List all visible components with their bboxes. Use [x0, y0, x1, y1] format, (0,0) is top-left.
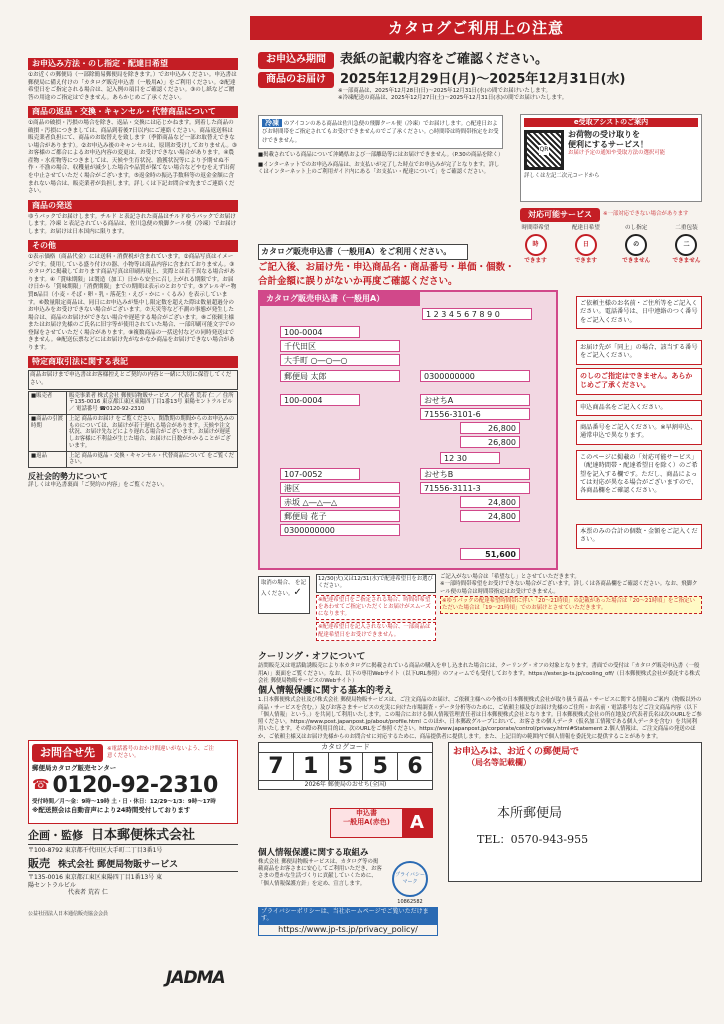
recipient1-date: 12 30: [440, 452, 500, 464]
e-assist-box: [520, 114, 702, 202]
code-digit: 5: [329, 753, 364, 781]
calendar-icon: 日: [575, 234, 597, 256]
section-title-antisocial: 反社会的勢力について: [28, 472, 108, 481]
table-key: ■商品の引渡時期: [29, 414, 67, 451]
privacy-body: 1.日本郵便株式会社及び株式会社 郵便局物販サービスは、ご注文商品のお届け、ご依頼主様への今後の日本郵便株式会社が取り扱う商品・サービスに関する情報のご案内（物販以外の商品・サービスを含む。）及びお客さまサービスの充実に向けた市場調査・データ分析等のために、ご依頼主様及びお届け先様のご住所・お名前・電話番号などご注文商品内容（以下「個人情報」という。）を共同して利用いたします。この場合における個人情報管理責任者は日本郵便株式会社となります。日本郵便株式会社の所在地及び代表者氏名は次のURLをご参照ください。https://www.post.japanpost.jp/about/profile.html このほか、日本郵政グループにおいて、お客さまの個人データ（仮名加工情報である個人データを含む）を共同利用いたします。その際の利用目的は、次のURLをご参照ください。https://www.japanpost.jp/corporate/control/privacy.html#Statement 2.個人情報は、ご注文商品の発送のほか、ご依頼主様又はお届け先様からのお問合せに対応するために、商品提供者に提供します。また、上記目的の範囲内で個人情報を委託先に提供することがあります。: [258, 697, 702, 740]
service-time: 時間帯希望 時 できます: [521, 225, 550, 264]
assist-line-2: 便利にするサービス！: [568, 139, 648, 149]
section-body-returns: ①商品の破損・汚損の場合を除き、返品・交換には応じかねます。到着した商品の破損・汚損につきましては、商品到着後7日以内にご連絡ください。商品返送料は販売業者負担にて、商品のお取替えを致します（季節商品など一部お取替えできない場合があります）。②お申込み後のキャンセルは、原則お受けしておりません。③お客様のご都合によるお申込内容の変更は、お受けできない場合があります。④農産物・水産物等につきましては、天候や生育状況、漁獲状況等により予期せぬ不作・不漁の場合、収穫量が減少した場合や品質が保てない場合などやむをえず出荷を中止させていただく場合がございます。⑤返金時の振込手数料等の返金金額に含まれない場合は、販売業者が負担します。詳しくは下記お問合せ先までご連絡ください。: [28, 120, 237, 195]
representative: 代表者 荒若 仁: [68, 889, 108, 896]
period-label: お申込み期間: [258, 52, 334, 69]
local-stamp-name: 本所郵便局: [497, 806, 563, 822]
note-services: このページに掲載の「対応可能サービス」（配達時間帯・配達希望日を除く）のご希望を記入する欄です。ただし、商品によっては対応が異なる場合がございますので、各商品欄をご確認ください。: [576, 450, 702, 500]
sales-name: 株式会社 郵便局物販サービス: [58, 859, 179, 870]
delivery-note-1: ※一部商品は、2025年12月28日(日)〜2025年12月31日(水)の間でお届けいたします。: [338, 88, 551, 94]
check-icon: ✓: [293, 587, 302, 599]
recipient1-code: 71556-3101-6: [420, 408, 530, 420]
organization-block: [28, 828, 238, 988]
delivery-note-2: ※冷凍配送の商品は、2025年12月27日(土)〜2025年12月31日(水)の間でお届けいたします。: [338, 95, 568, 102]
section-title-returns: 商品の返品・交換・キャンセル・代替商品について: [28, 106, 238, 118]
recipient2-address: 港区: [280, 482, 400, 494]
date-notes: [316, 574, 436, 641]
code-digit: 1: [294, 753, 329, 781]
note-noshi: のしのご指定はできません。あらかじめご了承ください。: [576, 368, 702, 395]
contact-phone[interactable]: 0120-92-2310: [52, 772, 218, 798]
policy-title: 個人情報保護に関する取組み: [258, 848, 369, 858]
cooling-body: 訪問販売又は電話勧誘販売により本カタログに掲載されている商品の購入を申し込まれた場合には、クーリング・オフの対象となります。書面での受付は「カタログ販売申込書（一般用A）」裏面をご覧ください。なお、以下の専用Webサイト（以下URL参照）のフォームでも受付しております。https://ester.jp-ts.jp/cooling_off/（日本郵便株式会社が委託する株式会社 郵便局物販サービスのWebサイト）: [258, 663, 701, 684]
reito-text: のアイコンのある商品は佐川急便の飛脚クール便（冷凍）でお届けします。○配達日およびお時間帯をご指定されてもお受けできませんのでご了承ください。○時間帯は時間帯指定をお受けできません。: [262, 121, 499, 144]
section-title-law: 特定商取引法に関する表記: [28, 356, 238, 368]
qr-code-icon[interactable]: QR: [524, 130, 564, 170]
sender-name: 郵便局 太郎: [280, 370, 400, 382]
service-noshi: のし指定 の できません: [622, 225, 651, 264]
service-wrap: 二重包装 二 できません: [672, 225, 701, 264]
table-value: 上記 商品のお届け をご覧ください。閑散期の期間からのお申込みのものについては、お届けが若干遅れる場合があります。天候や注文状況、お届け先などにより遅れる場合がございます。お届けが遅延しお客様に不利益が生じた場合、お届けに日数がかかることがございます。: [67, 414, 238, 451]
recipient2-name: 郵便局 花子: [280, 510, 400, 522]
form-type-letter: A: [402, 809, 432, 837]
recipient1-item: おせちA: [420, 394, 530, 406]
local-sub: （局名等記載欄）: [467, 758, 531, 768]
policy-block: [258, 848, 438, 936]
table-row: [29, 414, 238, 451]
form-type-box: [330, 808, 433, 838]
services-title: 対応可能サービス: [520, 208, 600, 222]
catalog-code-label: カタログコード: [259, 743, 432, 753]
note-sender: ご依頼主様のお名前・ご住所等をご記入ください。電話番号は、日中連絡のつく番号をご記入ください。: [576, 296, 702, 329]
form-instruction-2: 合計金額に誤りがないか再度ご確認ください。: [258, 276, 458, 287]
recipient1-price: 26,800: [460, 422, 520, 434]
services-block: [520, 208, 702, 265]
plan-label: 企画・監修: [28, 829, 83, 842]
period-block: [258, 52, 702, 103]
recipient2-tel: 0300000000: [280, 524, 400, 536]
code-digit: 5: [363, 753, 398, 781]
law-table: [28, 391, 238, 469]
section-title-other: その他: [28, 240, 238, 252]
assist-note: 詳しくは左記二次元コードから: [524, 172, 600, 179]
date-note-1: 12/30(火)又は12/31(水)で配達希望日をお選びください。: [316, 574, 436, 593]
local-title: お申込みは、お近くの郵便局で: [453, 747, 580, 757]
note-same: お届け先が「同上」の場合、該当する番号をご記入ください。: [576, 340, 702, 365]
recipient2-zip: 107-0052: [280, 468, 360, 480]
service-date: 配達日希望 日 できます: [571, 225, 600, 264]
plan-name: 日本郵便株式会社: [91, 828, 196, 843]
wrap-icon: 二: [675, 234, 697, 256]
policy-footer: プライバシーポリシーは、当社ホームページでご覧いただけます。: [258, 907, 438, 924]
time-notes: [440, 574, 702, 614]
info-bullet-2: ■インターネットでのお申込み商品は、お支払いが完了した時点でお申込みが完了となります。詳しくはインターネット上のご利用ガイド内にある「お支払い・配達について」をご確認ください。: [258, 162, 500, 176]
privacy-mark-icon: プライバシーマーク 10862582: [386, 859, 434, 905]
catalog-code-box: [258, 742, 433, 790]
phone-icon: ☎: [32, 776, 50, 793]
section-title-order: お申込み方法・のし指定・配達日希望: [28, 58, 238, 70]
sender-zip: 100-0004: [280, 326, 360, 338]
cooling-title: クーリング・オフについて: [258, 652, 366, 662]
recipient2-subtotal: 24,800: [460, 510, 520, 522]
form-instruction-1: ご記入後、お届け先・申込商品名・商品番号・単価・個数・: [258, 262, 515, 273]
assist-title: e受取アシストのご案内: [524, 118, 698, 127]
local-office-box: [448, 742, 702, 882]
policy-body: 株式会社 郵便局物販サービスは、カタログ等の掲載商品をお客さまに安心してご利用いただき、お客さまの豊かな生活づくりに貢献していくために、「個人情報保護方針」を定め、宣言します。: [258, 858, 382, 887]
table-value: 販売事業者 株式会社 郵便局物販サービス ／ 代表者 荒若 仁 ／ 住所 〒135-0016 東京都江東区東陽四丁目1番13号 東陽セントラルビル ／ 電話番号 ☎0120-92-2310: [67, 391, 238, 414]
section-title-shipping: 商品の発送: [28, 200, 238, 212]
section-body-other: ①表示価格（商品代金）には送料・消費税が含まれています。②商品写真はイメージです。使用している盛り付けの器、小物等は商品内容に含まれておりません。③カタログに掲載しております商品写真は印刷再現上、実際とは若干異なる場合があります。④「賞味期限」は製造（加工）日から安全に召し上がれる期限です。お届け日から「賞味期限」「消費期限」までの期間は表示のとおりです。⑤アレルギー物質8品目（小麦・そば・卵・乳・落花生・えび・かに・くるみ）を表示しています。⑥数量限定商品は、同日にお申込みが集中し限定数を超えた際は数量超過分のお申込みをお受けできない場合がございます。⑦天災等など不測の事態が発生した場合は、商品のお届けができない場合や遅延する場合がございます。⑧ご依頼主様またはお届け先様のご氏名に旧字等が使用されていた場合、一部印刷可能文字での登録をさせていただく場合があります。⑨複数商品の一括送付などの同時発送はできません。⑩配送伝票などにはお届け先がなかなか商品をお届けできない場合があります。: [28, 254, 237, 351]
note-item-code: 商品番号をご記入ください。※早割申込、通常申込で異なります。: [576, 420, 702, 445]
delivery-dates: 2025年12月29日(月)〜2025年12月31日(水): [340, 71, 626, 87]
services-note: ※一部対応できない場合があります: [603, 211, 689, 218]
time-note-3: ※ゆうパックの配達希望時間帯に伴い「20〜21時頃」の記載があった場合は「20〜21時頃」をご指定いただいた場合は「19〜21時頃」でのお届けとさせていただきます。: [440, 596, 702, 615]
table-key: ■販売者: [29, 391, 67, 414]
jadma-logo: JADMA: [166, 968, 225, 988]
time-note-1: ご記入がない場合は「希望なし」とさせていただきます。: [440, 574, 580, 580]
recipient2-item: おせちB: [420, 468, 530, 480]
period-text: 表紙の記載内容をご確認ください。: [340, 52, 549, 68]
assist-line-1: お荷物の受け取りを: [568, 129, 640, 139]
total-amount: 51,600: [460, 548, 520, 560]
sales-address: 〒135-0016 東京都江東区東陽四丁目1番13号 東陽セントラルビル: [28, 874, 163, 889]
table-key: ■返品: [29, 451, 67, 468]
contact-badge: ※電話番号のおかけ間違いがないよう、ご注意ください。: [107, 745, 214, 759]
contact-title: お問合せ先: [32, 744, 103, 762]
info-bullet-1: ■掲載されている商品について沖縄県および一部離島等にはお届けできません。（P.30の商品を除く）: [258, 151, 504, 158]
note-total: 本票のみの合計の個数・金額をご記入ください。: [576, 524, 702, 549]
plan-address: 〒100-8792 東京都千代田区大手町二丁目3番1号: [28, 847, 163, 855]
recipient2-code: 71556-3111-3: [420, 482, 530, 494]
sales-label: 販売: [28, 856, 50, 870]
code-digit: 7: [259, 753, 294, 781]
contact-sub: 郵便局カタログ販売センター: [32, 763, 117, 772]
info-block: [258, 115, 503, 177]
sender-tel: 0300000000: [420, 370, 530, 382]
order-form-sample: [258, 290, 558, 570]
form-head: カタログ販売申込書（一般用A）: [260, 292, 420, 306]
clock-icon: 時: [525, 234, 547, 256]
note-item-name: 申込商品名をご記入ください。: [576, 400, 702, 416]
sender-address: 千代田区: [280, 340, 400, 352]
catalog-year: 2026年 郵便局のおせち(全国): [259, 780, 432, 789]
noshi-icon: の: [625, 234, 647, 256]
form-caption: カタログ販売申込書（一般用A）をご利用ください。: [258, 244, 468, 260]
local-stamp-tel: TEL：0570-943-955: [477, 832, 589, 846]
form-type-name: 一般用A(赤色): [343, 817, 390, 826]
time-note-2: ※一部時間帯希望をお受けできない場合がございます。詳しくは各商品欄をご確認ください。なお、飛脚クール便の場合は時間帯指定はお受けできません。: [440, 581, 698, 595]
section-body-antisocial: 詳しくは申込書裏面「ご契約の内容」をご覧ください。: [28, 482, 168, 488]
cooling-off: [258, 652, 702, 685]
code-digit: 6: [407, 753, 423, 779]
table-row: [29, 391, 238, 414]
recipient2-address-2: 赤坂 △―△―△: [280, 496, 400, 508]
table-value: 上記 商品の返品・交換・キャンセル・代替商品について をご覧ください。: [67, 451, 238, 468]
jadma-member: 公益社団法人日本通信販売協会会員: [28, 910, 109, 917]
law-intro: 商品お届けまで申込書はお客様控えとご契約の内容と一緒に大切に保管してください。: [28, 370, 238, 389]
sender-address-2: 大手町 ○―○―○: [280, 354, 400, 366]
date-note-3: ※配達希望日を記入されない場合、一部商品は配達希望日をお受けできません。: [316, 622, 436, 641]
delivery-label: 商品のお届け: [258, 72, 334, 89]
table-row: [29, 451, 238, 468]
reito-tag: 冷凍: [262, 119, 282, 127]
contact-box: [28, 740, 238, 824]
assist-line-3: お届け予定の通知や受取方法の選択可能: [568, 149, 666, 156]
date-note-2: ※配達希望日をご指定される場合、時間帯希望をあわせてご指定いただくとお届けがスムーズになります。: [316, 595, 436, 621]
recipient2-price: 24,800: [460, 496, 520, 508]
section-body-shipping: ゆうパックでお届けします。チルド と表記された商品はチルドゆうパックでお届けします。冷凍 と表記されている商品は、佐川急便の飛脚クール便（冷凍）でお届けします。お届けは日本国内に限ります。: [28, 213, 237, 235]
cancel-note: 取消の場合、 を記入ください。✓: [258, 576, 310, 614]
form-type-label: 申込書: [356, 809, 377, 817]
left-column: [28, 54, 238, 491]
recipient1-zip: 100-0004: [280, 394, 360, 406]
contact-hours: 受付時間／月〜金：9時〜19時 土・日・休日：12/29〜1/3：9時〜17時: [32, 799, 216, 806]
recipient1-subtotal: 26,800: [460, 436, 520, 448]
policy-url[interactable]: https://www.jp-ts.jp/privacy_policy/: [258, 924, 438, 936]
contact-note: ※配送照会は自動音声により24時間受付しております: [32, 806, 191, 815]
section-body-order: ①お近くの郵便局（一部除簡易郵便局を除きます。）でお申込みください。申込書は郵便局に備え付けの「カタログ販売申込書（一般用A）」をご利用ください。②配達希望日をご指定される場合は、記入例の項目をご確認ください。③のし紙などご贈答の用途のご指定はできません。あらかじめご了承ください。: [28, 72, 237, 101]
account-number: 1 2 3 4 5 6 7 8 9 0: [422, 308, 532, 320]
privacy: [258, 686, 702, 741]
privacy-title: 個人情報保護に関する基本的考え: [258, 686, 394, 696]
page-title: カタログご利用上の注意: [250, 16, 702, 40]
